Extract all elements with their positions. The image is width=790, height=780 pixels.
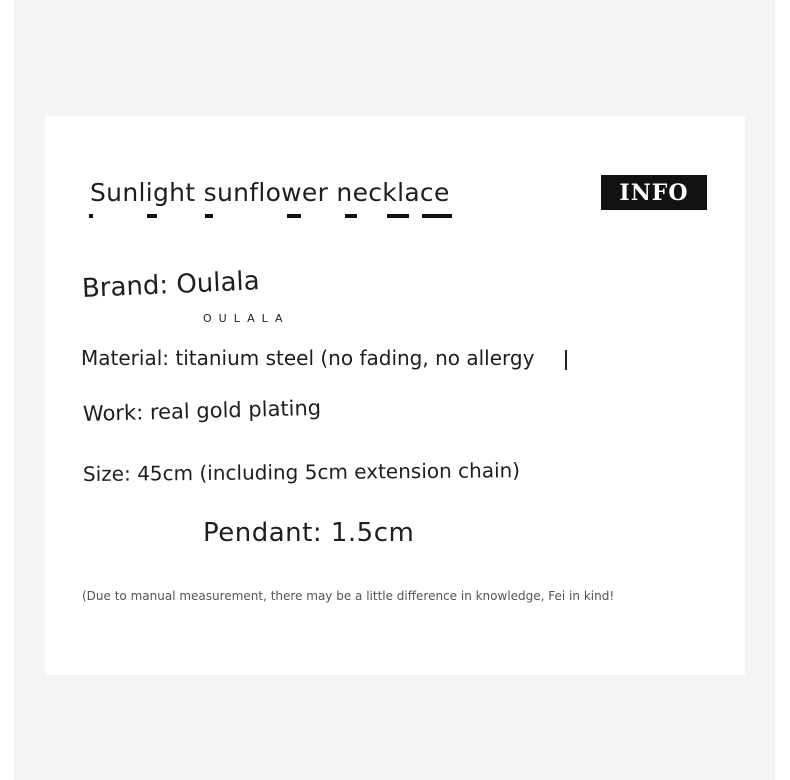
material-close-mark bbox=[565, 350, 567, 370]
brand-line: Brand: Oulala bbox=[81, 266, 261, 304]
brand-logo: OULALA bbox=[203, 312, 290, 325]
pendant-line: Pendant: 1.5cm bbox=[203, 518, 415, 548]
measurement-note: (Due to manual measurement, there may be a little difference in knowledge, Fei in kind! bbox=[82, 589, 615, 603]
info-card bbox=[45, 116, 745, 675]
work-line: Work: real gold plating bbox=[82, 395, 322, 426]
info-badge: INFO bbox=[601, 175, 707, 210]
material-line: Material: titanium steel (no fading, no allergy bbox=[81, 346, 535, 370]
size-line: Size: 45cm (including 5cm extension chain) bbox=[82, 458, 521, 486]
product-title: Sunlight sunflower necklace bbox=[90, 178, 450, 207]
